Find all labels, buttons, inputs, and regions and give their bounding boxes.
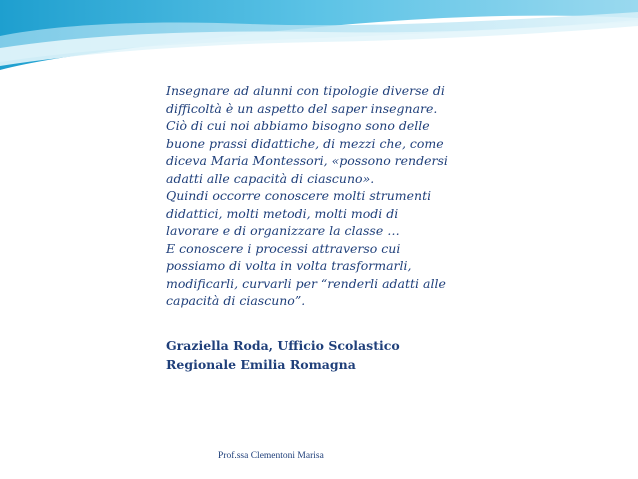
quote-line: Ciò di cui noi abbiamo bisogno sono delle [166,118,430,133]
quote-line: Insegnare ad alunni con tipologie diverse di [166,83,445,98]
quote-line: diceva Maria Montessori, «possono rendersi [166,153,448,168]
quote-line: adatti alle capacità di ciascuno». [166,170,375,186]
header-wave-decoration [0,0,638,80]
quote-author [166,336,466,374]
quote-line: possiamo di volta in volta trasformarli, [166,258,412,273]
quote-line: E conoscere i processi attraverso cui [166,240,401,256]
quote-line: lavorare e di organizzare la classe … [166,223,400,238]
slide-footer: Prof.ssa Clementoni Marisa [218,451,324,461]
quote-line: modificarli, curvarli per “renderli adatti alle [166,275,446,291]
quote-line: difficoltà è un aspetto del saper insegnare. [166,100,438,116]
quote-line: capacità di ciascuno”. [166,293,306,308]
quote-line: Quindi occorre conoscere molti strumenti [166,188,432,203]
author-line: Graziella Roda, Ufficio Scolastico [166,338,400,353]
author-line: Regionale Emilia Romagna [166,357,356,372]
quote-line: didattici, molti metodi, molti modi di [166,205,399,221]
quote-line: buone prassi didattiche, di mezzi che, come [166,135,444,151]
quote-text [166,82,466,310]
